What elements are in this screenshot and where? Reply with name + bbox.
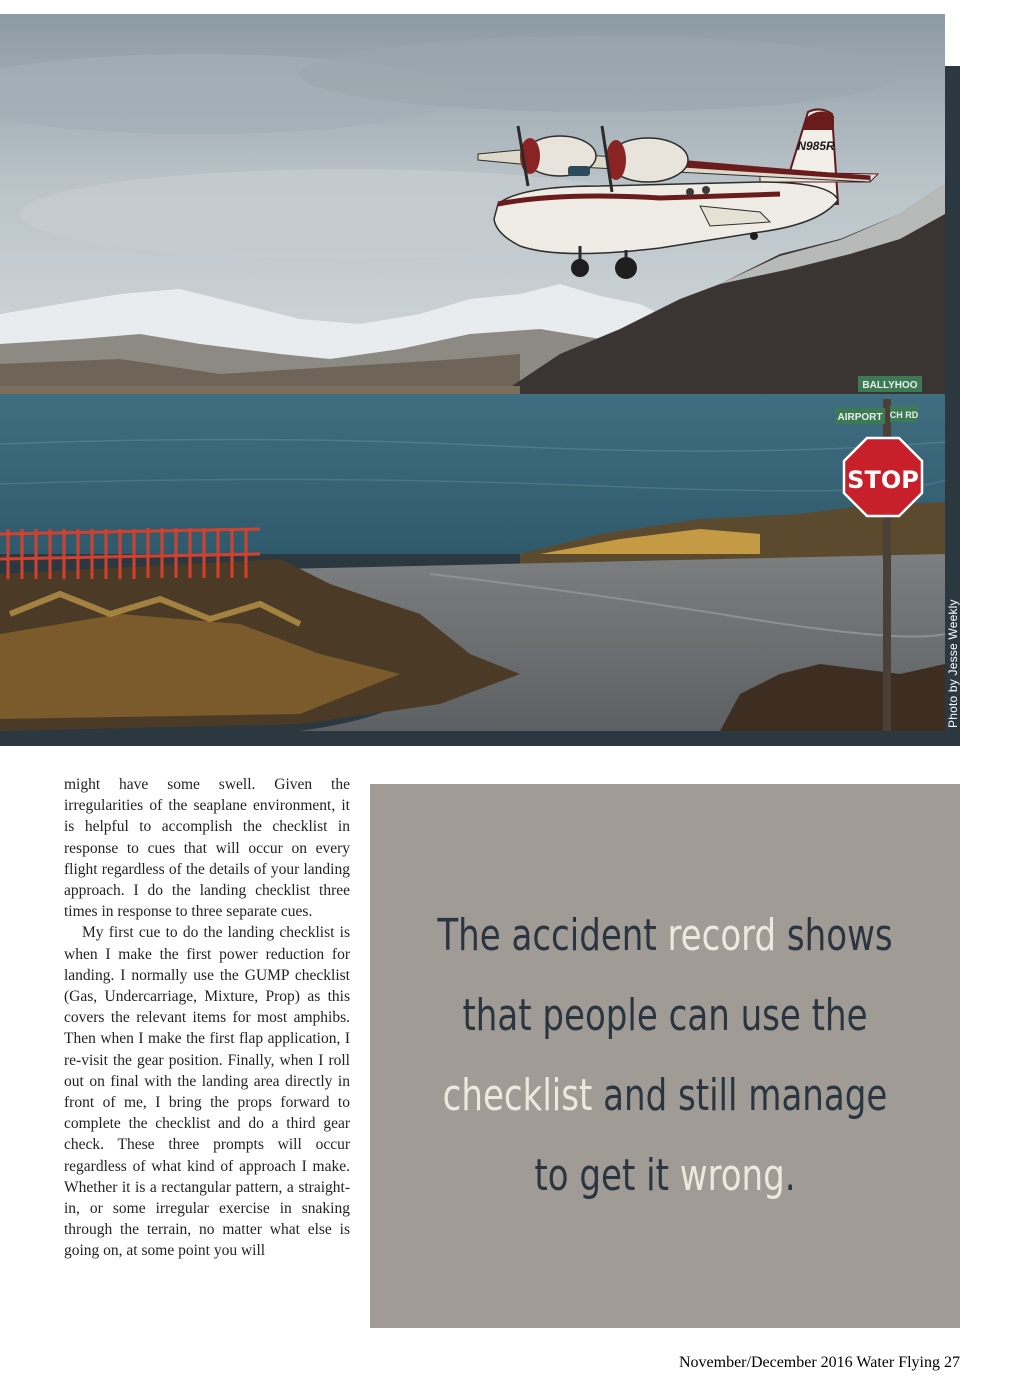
svg-text:BALLYHOO: BALLYHOO [862, 380, 918, 391]
page-footer [628, 1354, 960, 1372]
photo-credit: Photo by Jesse Weekly [945, 599, 960, 728]
article-column [64, 774, 350, 1262]
pull-quote-highlight: record [667, 910, 777, 961]
pull-quote-box [370, 784, 960, 1328]
pull-quote-text: . [784, 1150, 796, 1201]
article-paragraph: might have some swell. Given the irregularities of the seaplane environment, it is helpful to accomplish the checklist in response to cues that will occur on every flight regardless of the details of your landing approach. I do the landing checklist three times in response to three separate cues. [64, 776, 350, 921]
footer-date: November/December 2016 [678, 1354, 853, 1371]
pull-quote [433, 896, 897, 1216]
article-paragraph: My first cue to do the landing checklist is when I make the first power reduction for landing. I normally use the GUMP checklist (Gas, Undercarriage, Mixture, Prop) as this covers the relevant items for most amphibs. Then when I make the first flap application, I re-visit the gear position. Finally, when I roll out on final with the landing area directly in front of me, I bring the props forward to complete the checklist and do a third gear check. These three prompts will occur regardless of what kind of approach I make. Whether it is a rectangular pattern, a straight-in, or some irregular exercise in snaking through the terrain, no matter what else is going on, at some point you will [64, 924, 350, 1260]
pull-quote-highlight: wrong [679, 1150, 785, 1201]
svg-text:CH RD: CH RD [889, 410, 919, 420]
svg-text:N985R: N985R [797, 139, 835, 153]
page-number: 27 [944, 1354, 960, 1371]
footer-magazine-title: Water Flying [856, 1354, 940, 1371]
pull-quote-text: and still manage to get it [534, 1070, 888, 1201]
pull-quote-text: The accident [437, 910, 668, 961]
svg-text:STOP: STOP [847, 466, 919, 494]
photo-grumman-goose-over-bay [0, 14, 945, 731]
pull-quote-highlight: checklist [442, 1070, 593, 1121]
svg-text:AIRPORT: AIRPORT [837, 412, 883, 423]
pull-quote-text: shows that people can use the [462, 910, 893, 1041]
stop-sign [844, 438, 922, 516]
